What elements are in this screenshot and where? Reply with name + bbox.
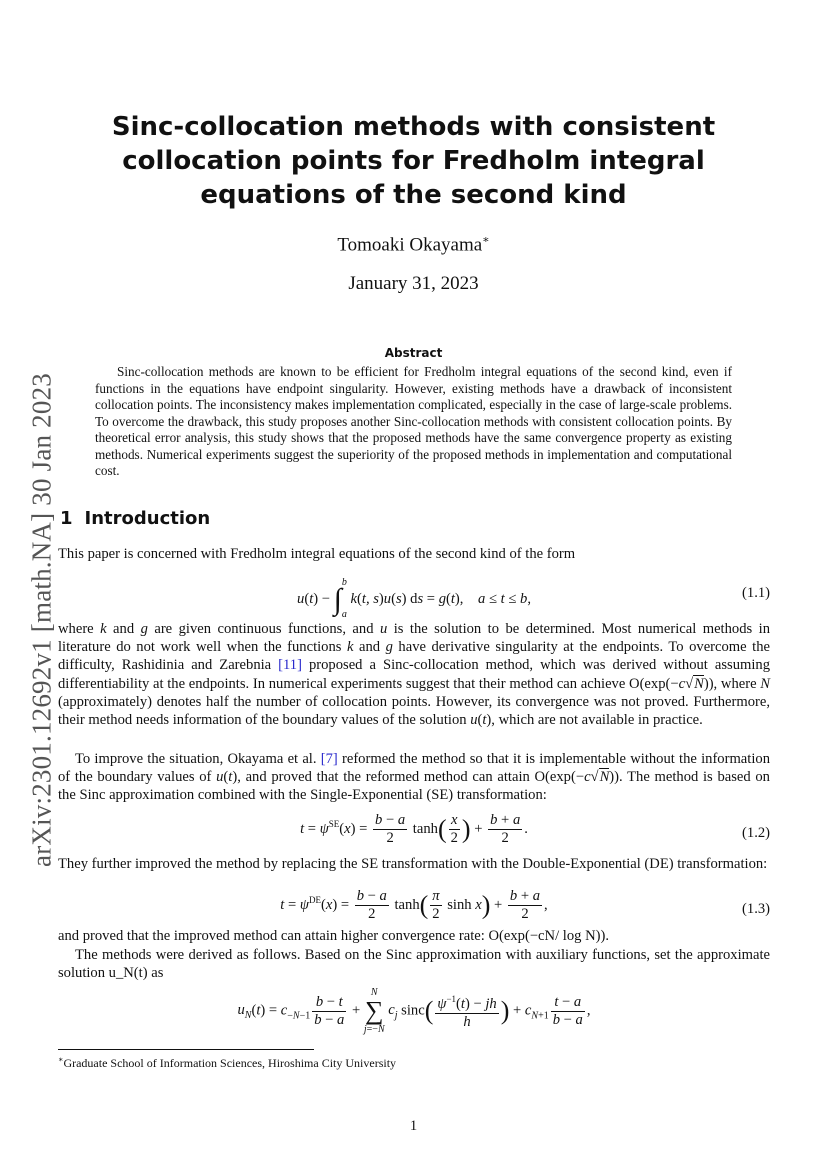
paragraph-3: To improve the situation, Okayama et al. [7] reformed the method so that it is implementable without the information of the boundary values of u(t), and proved that the reformed method can attain O(exp(−c√N)). The method is based on the Sinc approximation combined with the Single-Exponential (SE) transformation: <box>58 751 770 804</box>
equation-1-1-body: u(t) − ∫$^b_a$ k(t, s)u(s) ds = g(t), a ≤ t ≤ b, <box>297 577 531 620</box>
footnote-rule <box>58 1049 314 1050</box>
footnote-text: Graduate School of Information Sciences, Hiroshima City University <box>63 1056 397 1070</box>
equation-1-1 <box>58 573 770 620</box>
section-number: 1 <box>60 508 73 529</box>
abstract-heading: Abstract <box>384 346 443 360</box>
section-heading <box>60 508 210 529</box>
author-name: Tomoaki Okayama <box>337 234 483 256</box>
citation-11[interactable]: [11] <box>278 657 302 674</box>
equation-1-3 <box>58 888 770 930</box>
abstract-text: Sinc-collocation methods are known to be efficient for Fredholm integral equations of the second kind, even if functions in the equations have endpoint singularity. However, existing methods have a drawback of inconsistent collocation points. The inconsistency makes implementation complicated, especially in the case of large-scale problems. To overcome the drawback, this study proposes another Sinc-collocation methods with consistent collocation points. By theoretical error analysis, this study shows that the proposed methods have the same convergence property as existing methods. Numerical experiments suggest the superiority of the proposed methods in implementation and computational cost. <box>95 364 732 478</box>
section-title: Introduction <box>84 508 211 529</box>
equation-approx-solution-body: $u_N(t) = c_{-N-1}$ $\frac{b - t}{b - a}$ + N ∑ j=−N $c_j$ sinc( $\frac{\psi^{-1}(t) - jh}{h}$ ) + $c_{N+1}$ $\frac{t - a}{b - a}$ , <box>237 987 591 1035</box>
paragraph-1: This paper is concerned with Fredholm integral equations of the second kind of the form <box>58 546 576 562</box>
equation-1-1-tag: (1.1) <box>742 585 770 601</box>
paper-title: Sinc-collocation methods with consistent collocation points for Fredholm integral equations of the second kind <box>111 112 716 210</box>
citation-7[interactable]: [7] <box>320 751 338 767</box>
paragraph-5: and proved that the improved method can attain higher convergence rate: O(exp(−cN/ log N)). <box>58 928 609 944</box>
arxiv-id[interactable]: arXiv:2301.12692v1 [math.NA] 30 Jan 2023 <box>26 373 57 867</box>
equation-1-2-body: $t = \psi^{SE}(x)$ = $\frac{b - a}{2}$ tanh( $\frac{x}{2}$ ) + $\frac{b + a}{2}$ . <box>300 812 528 846</box>
equation-1-3-body: $t = \psi^{DE}(x)$ = $\frac{b - a}{2}$ tanh( $\frac{\pi}{2}$ sinh x) + $\frac{b + a}{2}$ , <box>280 888 548 922</box>
footnote-mark: ∗ <box>58 1055 64 1064</box>
paragraph-6: The methods were derived as follows. Based on the Sinc approximation with auxiliary functions, set the approximate solution u_N(t) as <box>58 947 770 982</box>
equation-approx-solution <box>58 987 770 1045</box>
date: January 31, 2023 <box>348 273 479 294</box>
equation-1-2-tag: (1.2) <box>742 825 770 841</box>
footnote <box>58 1055 396 1071</box>
page-number: 1 <box>409 1118 418 1134</box>
author <box>0 233 827 256</box>
equation-1-2 <box>58 812 770 854</box>
arxiv-sidebar <box>22 340 62 900</box>
paragraph-4: They further improved the method by replacing the SE transformation with the Double-Exponential (DE) transformation: <box>58 856 768 872</box>
equation-1-3-tag: (1.3) <box>742 901 770 917</box>
paragraph-2: where k and g are given continuous functions, and u is the solution to be determined. Most numerical methods in literature do not work well when the functions k and g have derivative singularity at the endpoints. To overcome the difficulty, Rashidinia and Zarebnia [11] proposed a Sinc-collocation method, which was derived without assuming differentiability at the endpoints. In numerical experiments suggest that their method can achieve O(exp(−c√N)), where N (approximately) denotes half the number of collocation points. However, its convergence was not proved. Furthermore, their method needs information of the boundary values of the solution u(t), which are not available in practice. <box>58 621 771 729</box>
author-footnote-mark[interactable]: ∗ <box>482 234 490 246</box>
